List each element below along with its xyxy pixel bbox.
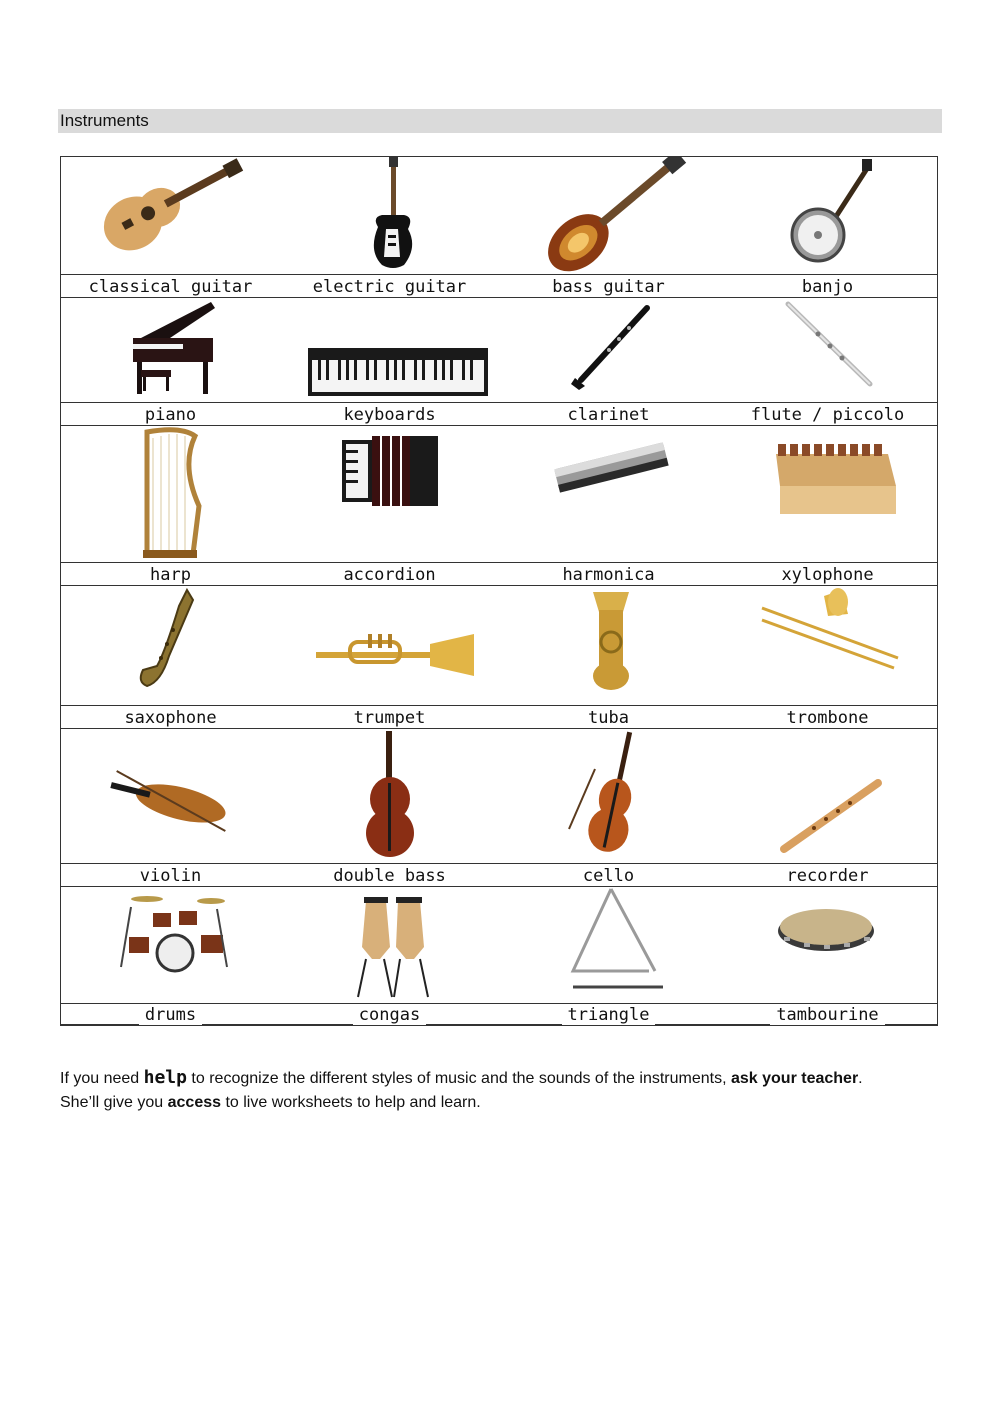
footer-text: She’ll give you: [60, 1094, 168, 1111]
instrument-label: triangle: [562, 1005, 656, 1025]
section-header: [58, 109, 942, 133]
saxophone-image: [61, 586, 280, 703]
instrument-label: clarinet: [562, 405, 656, 425]
trombone-image: [718, 586, 937, 703]
instrument-label: double bass: [327, 866, 452, 886]
harmonica-image: [499, 426, 718, 560]
instrument-row: [61, 157, 937, 298]
instrument-label: trumpet: [348, 708, 432, 728]
instrument-row: [61, 426, 937, 586]
instrument-label: drums: [139, 1005, 202, 1025]
congas-image: [280, 887, 499, 1001]
label-band: [61, 705, 937, 729]
double-bass-image: [280, 729, 499, 861]
drums-image: [61, 887, 280, 1001]
triangle-image: [499, 887, 718, 1001]
accordion-image: [280, 426, 499, 560]
instrument-label: recorder: [781, 866, 875, 886]
flute-image: [718, 298, 937, 400]
label-band: [61, 402, 937, 426]
help-word: help: [143, 1067, 187, 1088]
electric-guitar-image: [280, 157, 499, 272]
footer-text: .: [858, 1070, 863, 1087]
instrument-label: harp: [144, 565, 197, 585]
xylophone-image: [718, 426, 937, 560]
trumpet-image: [280, 586, 499, 703]
cello-image: [499, 729, 718, 861]
instrument-row: [61, 298, 937, 426]
clarinet-image: [499, 298, 718, 400]
banjo-image: [718, 157, 937, 272]
tambourine-image: [718, 887, 937, 1001]
tuba-image: [499, 586, 718, 703]
recorder-image: [718, 729, 937, 861]
instrument-label: harmonica: [556, 565, 660, 585]
instrument-grid: [60, 156, 938, 1026]
keyboards-image: [280, 298, 499, 400]
footer-text: to live worksheets to help and learn.: [221, 1094, 481, 1111]
footer-paragraph: [60, 1066, 940, 1115]
instrument-label: xylophone: [775, 565, 879, 585]
instrument-label: accordion: [337, 565, 441, 585]
instrument-label: keyboards: [337, 405, 441, 425]
instrument-label: tuba: [582, 708, 635, 728]
instrument-label: saxophone: [118, 708, 222, 728]
label-band: [61, 562, 937, 586]
instrument-label: piano: [139, 405, 202, 425]
instrument-label: tambourine: [770, 1005, 884, 1025]
instrument-row: [61, 729, 937, 887]
violin-image: [61, 729, 280, 861]
label-band: [61, 863, 937, 887]
instrument-row: [61, 887, 937, 1026]
instrument-label: bass guitar: [546, 277, 671, 297]
section-title: Instruments: [60, 111, 149, 130]
instrument-label: violin: [134, 866, 207, 886]
ask-teacher-text: ask your teacher: [730, 1070, 859, 1087]
instrument-label: electric guitar: [307, 277, 473, 297]
instrument-label: flute / piccolo: [745, 405, 911, 425]
label-band: [61, 1003, 937, 1025]
piano-image: [61, 298, 280, 400]
footer-text: to recognize the different styles of music and the sounds of the instruments,: [186, 1070, 731, 1087]
instrument-label: classical guitar: [83, 277, 259, 297]
access-word: access: [167, 1094, 222, 1111]
instrument-label: banjo: [796, 277, 859, 297]
label-band: [61, 274, 937, 298]
classical-guitar-image: [61, 157, 280, 272]
instrument-label: congas: [353, 1005, 426, 1025]
harp-image: [61, 426, 280, 560]
instrument-row: [61, 586, 937, 729]
instrument-label: cello: [577, 866, 640, 886]
instrument-label: trombone: [781, 708, 875, 728]
footer-text: If you need: [60, 1070, 144, 1087]
bass-guitar-image: [499, 157, 718, 272]
